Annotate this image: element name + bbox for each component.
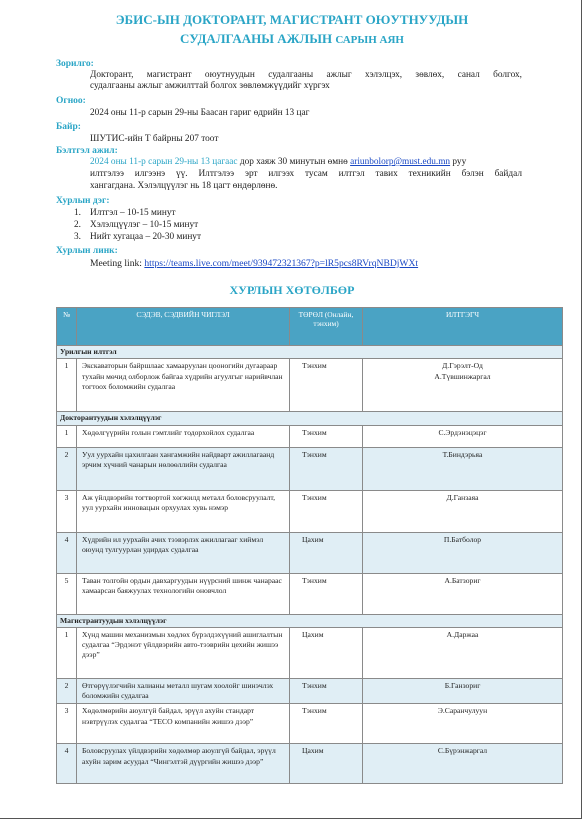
preparation-line1-end: руу bbox=[450, 157, 467, 167]
row-presenter: Б.Ганзориг bbox=[363, 678, 563, 704]
row-presenter: А.Даржаа bbox=[363, 627, 563, 678]
row-topic: Таван толгойн ордын давхаргуудын нүүрсний шинж чанараас хамаарсан баяжуулах технологийн оновчлол bbox=[77, 573, 290, 614]
table-row bbox=[57, 447, 563, 490]
row-topic: Уул уурхайн цахилгаан хангамжийн найдварт ажиллагаанд эрчим хүчний чанарын нөлөөллийн судалгаа bbox=[77, 447, 290, 490]
goal-label: Зорилго: bbox=[56, 59, 94, 69]
table-row bbox=[57, 704, 563, 744]
document-title-line1: ЭБИС-ЫН ДОКТОРАНТ, МАГИСТРАНТ ОЮУТНУУДЫН bbox=[115, 12, 469, 27]
row-number: 4 bbox=[57, 532, 77, 573]
row-format: Тэнхим bbox=[290, 573, 363, 614]
meeting-link-prefix: Meeting link: bbox=[90, 258, 145, 269]
column-header-format: ТӨРӨЛ (Онлайн, тэнхим) bbox=[290, 308, 363, 346]
row-number: 3 bbox=[57, 490, 77, 532]
row-presenter: А.Батзориг bbox=[363, 573, 563, 614]
agenda-table-body bbox=[57, 346, 563, 784]
agenda-title: ХУРЛЫН ХӨТӨЛБӨР bbox=[229, 283, 355, 297]
row-topic: Хүнд машин механизмын хөдлөх бүрэлдэхүүний ашиглалтын судалгаа “Эрдэнэт үйлдвэрийн авто-тээврийн цехийн жишээ дээр” bbox=[77, 627, 290, 678]
agenda-table bbox=[56, 307, 563, 784]
row-presenter: С.Эрдэнэцэцэг bbox=[363, 425, 563, 447]
table-header-row bbox=[57, 308, 563, 346]
row-format: Тэнхим bbox=[290, 359, 363, 412]
preparation-highlight: 2024 оны 11-р сарын 29-ны 13 цагаас bbox=[90, 157, 238, 167]
row-format: Тэнхим bbox=[290, 704, 363, 744]
date-label: Огноо: bbox=[56, 96, 86, 106]
row-presenter: Т.Биндэрьяа bbox=[363, 447, 563, 490]
table-row bbox=[57, 627, 563, 678]
agenda-format-item-text: Илтгэл – 10-15 минут bbox=[90, 208, 176, 218]
row-topic: Боловсруулах үйлдвэрийн хөдөлмөр аюулгүй байдал, эрүүл ахуйн зарим асуудал “Чингэлтэй дүүргийн жишээ дээр” bbox=[77, 744, 290, 784]
row-topic: Өтгөрүүлэгчийн халианы металл шугам хоолойг шинэчлэх боломжийн судалгаа bbox=[77, 678, 290, 704]
row-format: Тэнхим bbox=[290, 425, 363, 447]
row-number: 3 bbox=[57, 704, 77, 744]
location-value: ШУТИС-ийн Т байрны 207 тоот bbox=[90, 134, 219, 144]
row-number: 1 bbox=[57, 425, 77, 447]
section-row bbox=[57, 412, 563, 425]
meeting-link-label: Хурлын линк: bbox=[56, 246, 118, 256]
column-header-topic: СЭДЭВ, СЭДВИЙН ЧИГЛЭЛ bbox=[77, 308, 290, 346]
section-row bbox=[57, 346, 563, 359]
row-number: 1 bbox=[57, 627, 77, 678]
agenda-format-label: Хурлын дэг: bbox=[56, 196, 110, 206]
row-format: Цахим bbox=[290, 532, 363, 573]
row-number: 2 bbox=[57, 447, 77, 490]
table-row bbox=[57, 532, 563, 573]
title-line2-small: САРЫН АЯН bbox=[335, 34, 404, 46]
column-header-num: № bbox=[57, 308, 77, 346]
row-number: 1 bbox=[57, 359, 77, 412]
table-row bbox=[57, 425, 563, 447]
goal-text-line1: Докторант, магистрант оюутнуудын судалгааны ажлыг хэлэлцэх, зөвлөх, санал болгох, bbox=[90, 70, 522, 80]
agenda-format-item-text: Хэлэлцүүлэг – 10-15 минут bbox=[90, 220, 199, 230]
row-presenter: С.Бүрэнжаргал bbox=[363, 744, 563, 784]
preparation-line2: илтгэлээ илгээнэ үү. Илтгэлээ эрт илгээх тусам илтгэл тавих техникийн бэлэн байдал bbox=[90, 169, 522, 179]
row-presenter: Д.Гэрэлт-Од А.Түвшинжаргал bbox=[363, 359, 563, 412]
row-topic: Хүдрийн ил уурхайн ачих тээвэрлэх ажиллагааг хиймэл оюунд тулгуурлан удирдах судалгаа bbox=[77, 532, 290, 573]
item-number: 1. bbox=[74, 208, 81, 218]
table-row bbox=[57, 678, 563, 704]
row-topic: Экскаваторын байршлаас хамааруулан цооногийн дугаараар тухайн мөчид олборлож байгаа хүдрийн агуулгыг нарийвчлан тогтоох боломжийн судалгаа bbox=[77, 359, 290, 412]
date-value: 2024 оны 11-р сарын 29-ны Баасан гариг өдрийн 13 цаг bbox=[90, 108, 310, 118]
row-format: Тэнхим bbox=[290, 678, 363, 704]
item-number: 2. bbox=[74, 220, 81, 230]
row-format: Тэнхим bbox=[290, 447, 363, 490]
preparation-line1 bbox=[90, 157, 466, 169]
row-format: Цахим bbox=[290, 627, 363, 678]
row-presenter: П.Батболор bbox=[363, 532, 563, 573]
column-header-presenter: ИЛТГЭГЧ bbox=[363, 308, 563, 346]
row-topic: Хөдөлгүүрийн голын гэмтлийг тодорхойлох судалгаа bbox=[77, 425, 290, 447]
agenda-format-item bbox=[74, 232, 81, 244]
row-format: Тэнхим bbox=[290, 490, 363, 532]
preparation-label: Бэлтгэл ажил: bbox=[56, 146, 118, 156]
meeting-link-line bbox=[90, 258, 418, 270]
row-presenter: Д.Ганзаяа bbox=[363, 490, 563, 532]
row-topic: Аж үйлдвэрийн тогтвортой хөгжилд металл боловсруулалт, уул уурхайн инновацын орхуулах хувь нэмэр bbox=[77, 490, 290, 532]
preparation-line3: хангагдана. Хэлэлцүүлэг нь 18 цагт өндөрлөнө. bbox=[90, 181, 278, 191]
section-title: Урилгын илтгэл bbox=[57, 346, 563, 359]
row-number: 4 bbox=[57, 744, 77, 784]
location-label: Байр: bbox=[56, 122, 81, 132]
agenda-format-item bbox=[74, 220, 81, 232]
title-line2-main: СУДАЛГААНЫ АЖЛЫН bbox=[180, 31, 333, 46]
table-row bbox=[57, 359, 563, 412]
section-title: Магистрантуудын хэлэлцүүлэг bbox=[57, 614, 563, 627]
teams-meeting-link[interactable]: https://teams.live.com/meet/939472321367?p=lR5pcs8RVrqNBDjWXt bbox=[144, 258, 419, 269]
preparation-text: дор хаяж 30 минутын өмнө bbox=[237, 157, 351, 167]
item-number: 3. bbox=[74, 232, 81, 242]
table-row bbox=[57, 744, 563, 784]
row-number: 2 bbox=[57, 678, 77, 704]
section-row bbox=[57, 614, 563, 627]
row-topic: Хөдөлмөрийн аюулгүй байдал, эрүүл ахуйн стандарт нэвтрүүлэх судалгаа “TECO компанийн жишээ дээр” bbox=[77, 704, 290, 744]
document-title-line2 bbox=[0, 31, 584, 48]
contact-email-link[interactable]: ariunbolorp@must.edu.mn bbox=[350, 157, 451, 167]
row-number: 5 bbox=[57, 573, 77, 614]
agenda-format-item bbox=[74, 208, 81, 220]
row-format: Цахим bbox=[290, 744, 363, 784]
table-row bbox=[57, 573, 563, 614]
table-row bbox=[57, 490, 563, 532]
section-title: Докторантуудын хэлэлцүүлэг bbox=[57, 412, 563, 425]
goal-text-line2: судалгааны ажлыг амжилттай болгох зөвлөмжүүдийг хүргэх bbox=[90, 81, 330, 91]
agenda-format-item-text: Нийт хугацаа – 20-30 минут bbox=[90, 232, 202, 242]
row-presenter: Э.Саранчулуун bbox=[363, 704, 563, 744]
